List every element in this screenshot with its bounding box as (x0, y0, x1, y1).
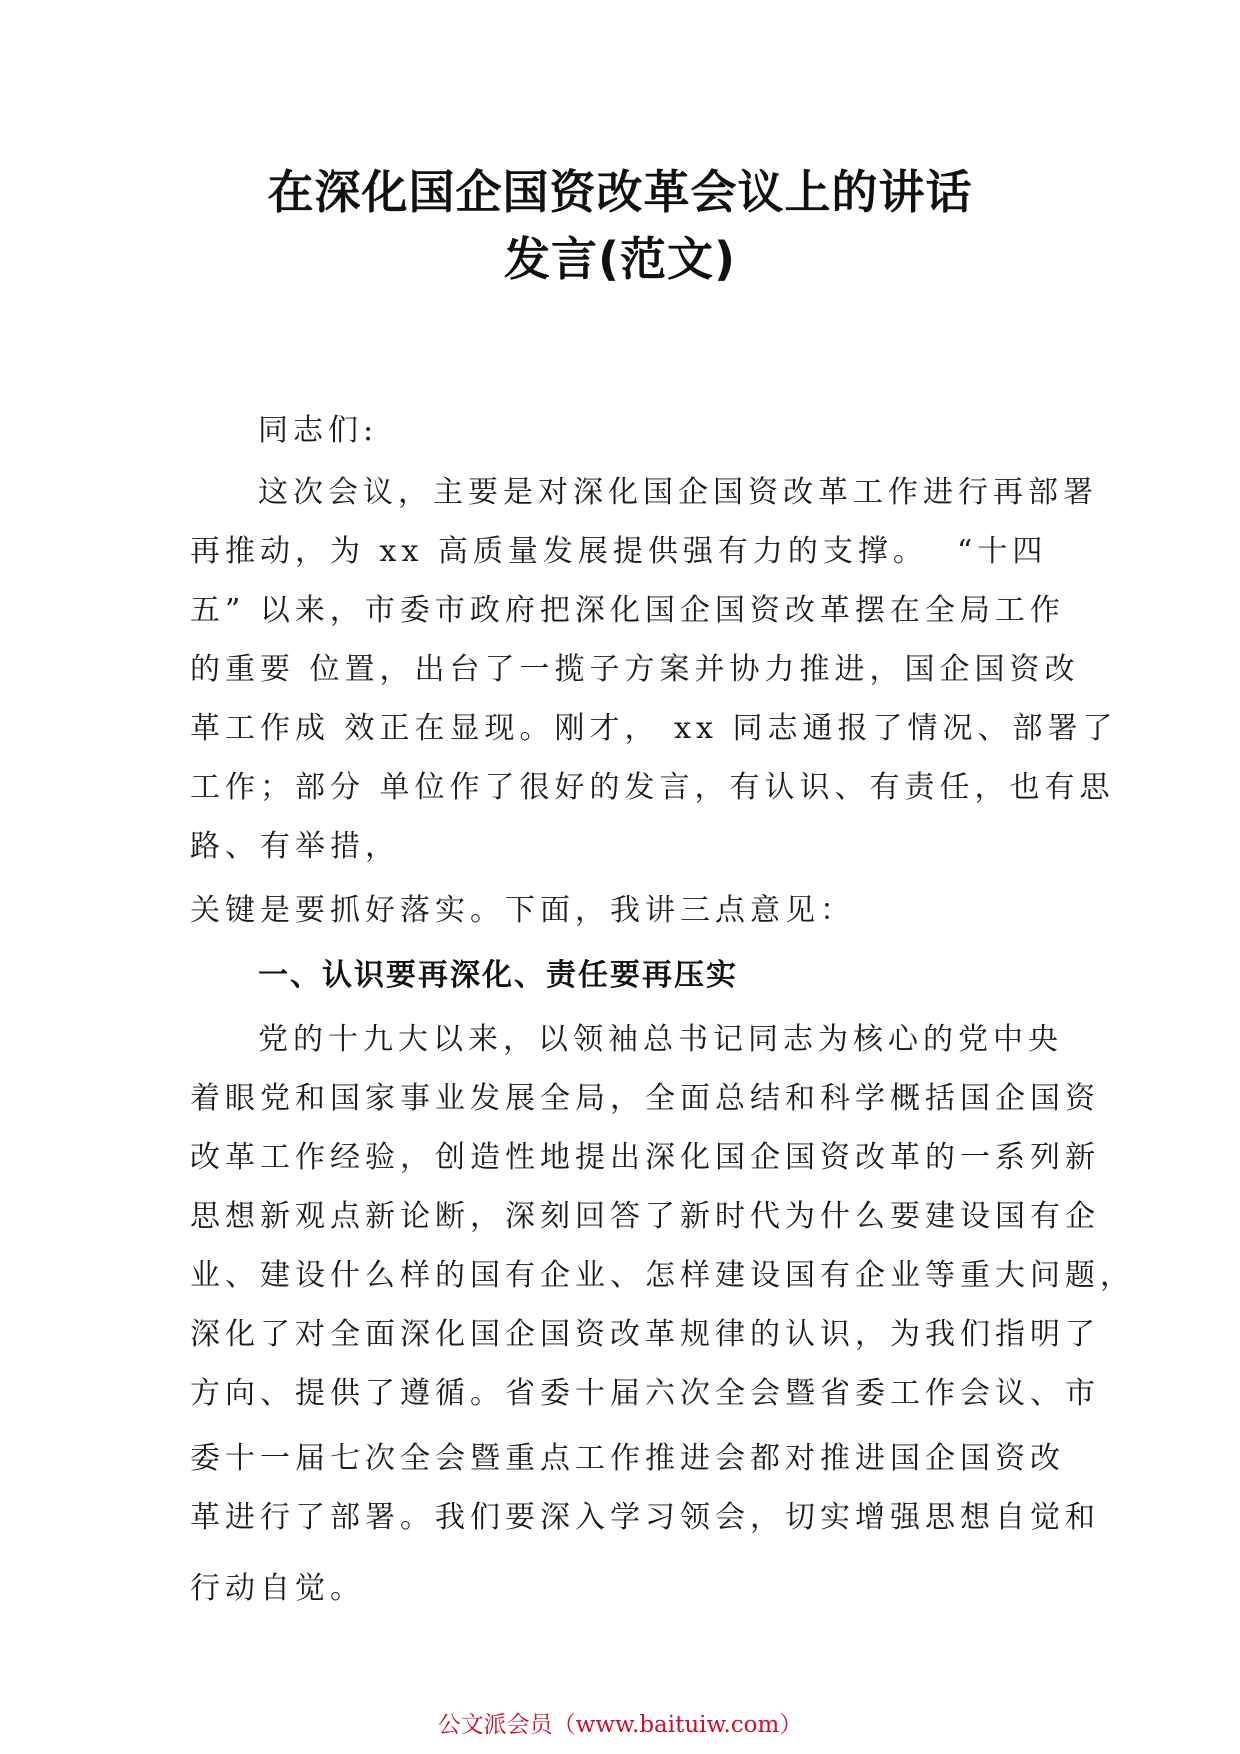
paragraph-1-line: 革工作成 效正在显现。刚才， xx 同志通报了情况、部署了 (190, 711, 1118, 746)
section-1-heading: 一、认识要再深化、责任要再压实 (258, 958, 738, 993)
paragraph-1-line: 五” 以来，市委市政府把深化国企国资改革摆在全局工作 (190, 593, 1065, 628)
paragraph-2-line: 委十一届七次全会暨重点工作推进会都对推进国企国资改 (190, 1441, 1065, 1476)
paragraph-2-line: 业、建设什么样的国有企业、怎样建设国有企业等重大问题， (190, 1258, 1135, 1293)
document-title-line-1: 在深化国企国资改革会议上的讲话 (267, 165, 973, 219)
paragraph-1-line: 的重要 位置，出台了一揽子方案并协力推进，国企国资改 (190, 652, 1080, 687)
document-title-line-2: 发言(范文) (503, 232, 737, 286)
paragraph-2-line: 着眼党和国家事业发展全局，全面总结和科学概括国企国资 (190, 1081, 1100, 1116)
footer-watermark: 公文派会员（www.baituiw.com） (437, 1712, 803, 1738)
paragraph-2-line: 行动自觉。 (190, 1571, 365, 1606)
paragraph-2-line: 深化了对全面深化国企国资改革规律的认识，为我们指明了 (190, 1317, 1100, 1352)
paragraph-2-line: 革进行了部署。我们要深入学习领会，切实增强思想自觉和 (190, 1500, 1100, 1535)
paragraph-1-line: 这次会议，主要是对深化国企国资改革工作进行再部署 (258, 475, 1098, 510)
salutation: 同志们: (258, 413, 379, 448)
paragraph-2-line: 改革工作经验，创造性地提出深化国企国资改革的一系列新 (190, 1140, 1100, 1175)
paragraph-1-line: 关键是要抓好落实。下面，我讲三点意见： (190, 893, 855, 928)
paragraph-2-line: 思想新观点新论断，深刻回答了新时代为什么要建设国有企 (190, 1199, 1100, 1234)
paragraph-1-line: 再推动，为 xx 高质量发展提供强有力的支撑。 “十四 (190, 534, 1048, 569)
paragraph-2-line: 方向、提供了遵循。省委十届六次全会暨省委工作会议、市 (190, 1376, 1100, 1411)
paragraph-2-line: 党的十九大以来，以领袖总书记同志为核心的党中央 (258, 1022, 1063, 1057)
paragraph-1-line: 工作；部分 单位作了很好的发言，有认识、有责任，也有思 (190, 770, 1115, 805)
paragraph-1-line: 路、有举措， (190, 829, 400, 864)
